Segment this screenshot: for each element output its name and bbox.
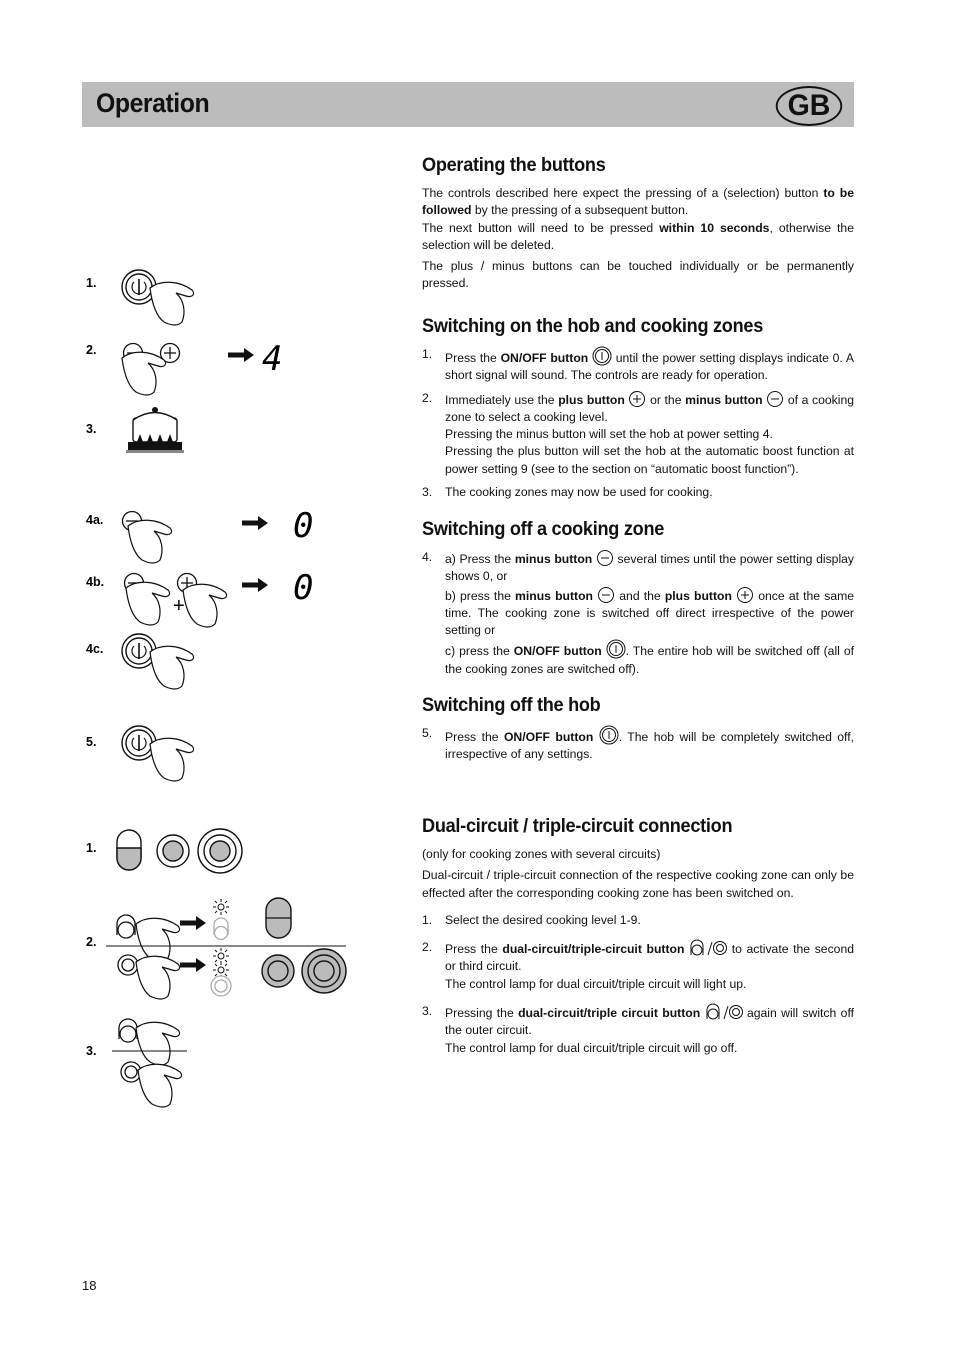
figure-label-4b: 4b. xyxy=(86,575,105,589)
section-heading: Switching off a cooking zone xyxy=(422,518,665,540)
pressing-finger-icon xyxy=(183,584,227,627)
power-button-icon xyxy=(122,726,194,781)
language-badge: GB xyxy=(776,86,843,126)
cooking-pot-icon xyxy=(126,407,184,453)
round-zone-icon xyxy=(157,835,189,867)
list-item: 4. a) Press the minus button several times until the power setting display shows 0, or b) press the minus button and the plus button once at the same time. The cooking zone is switched off direct irrespective of the power setting or c) press the ON/OFF button . The entire hob will be switched off (all of the cooking zones are switched off). xyxy=(422,550,855,676)
arrow-right-icon xyxy=(180,958,206,972)
round-zone-icon xyxy=(262,955,294,987)
section-switching-on xyxy=(422,315,854,501)
triple-circuit-button-icon xyxy=(705,1003,743,1021)
triple-circuit-button-icon xyxy=(118,955,138,975)
illustration-column xyxy=(0,0,420,1120)
arrow-right-icon xyxy=(180,916,206,930)
list-item: 2. Press the dual-circuit/triple-circuit button to activate the second or third circuit. The control lamp for dual circuit/triple circuit will light up. xyxy=(422,940,855,991)
section-heading: Switching on the hob and cooking zones xyxy=(422,315,764,337)
paragraph: Dual-circuit / triple-circuit connection of the respective cooking zone can only be effected after the corresponding cooking zone has been switched on. xyxy=(422,868,854,900)
minus-button-icon xyxy=(596,549,614,567)
minus-button-icon xyxy=(766,390,784,408)
arrow-right-icon xyxy=(228,348,254,362)
dual-circuit-button-icon xyxy=(689,939,727,957)
power-button-icon xyxy=(606,639,626,659)
pressing-finger-icon xyxy=(126,582,170,625)
pressing-finger-icon xyxy=(136,956,180,999)
dual-circuit-button-icon xyxy=(117,915,135,938)
list-item: 5. Press the ON/OFF button . The hob will be completely switched off, irrespective of any settings. xyxy=(422,726,854,762)
dual-zone-icon xyxy=(117,830,141,870)
page-title: Operation xyxy=(96,88,210,118)
section-operating-buttons xyxy=(422,154,854,293)
section-hob-off xyxy=(422,694,854,764)
list-item: 1. Press the ON/OFF button until the power setting displays indicate 0. A short signal will sound. The controls are ready for operation. xyxy=(422,347,854,383)
pressing-finger-icon xyxy=(136,1022,180,1065)
plus-button-icon xyxy=(628,390,646,408)
power-setting-display: 4 xyxy=(262,339,283,379)
control-lamp-icon xyxy=(213,899,229,940)
power-button-icon xyxy=(122,634,194,689)
paragraph: The controls described here expect the pressing of a (selection) button to be followed by the pressing of a subsequent button. xyxy=(422,186,854,218)
paragraph: (only for cooking zones with several circuits) xyxy=(422,847,661,861)
arrow-right-icon xyxy=(242,516,268,530)
figure-label-2: 2. xyxy=(86,343,97,357)
figure-label-3: 3. xyxy=(86,422,97,436)
figure-label-dual-1: 1. xyxy=(86,841,97,855)
power-setting-display: 0 xyxy=(293,506,314,546)
list-item: 1. Select the desired cooking level 1-9. xyxy=(422,912,641,927)
section-zone-off xyxy=(422,518,854,678)
triple-zone-icon xyxy=(198,829,242,873)
arrow-right-icon xyxy=(242,578,268,592)
pressing-finger-icon xyxy=(136,918,180,961)
power-button-icon xyxy=(599,725,619,745)
dual-circuit-button-icon xyxy=(119,1019,137,1042)
paragraph: The plus / minus buttons can be touched individually or be permanently pressed. xyxy=(422,259,854,291)
paragraph: The next button will need to be pressed within 10 seconds, otherwise the selection will be deleted. xyxy=(422,220,854,252)
figure-label-1: 1. xyxy=(86,276,97,290)
power-setting-display: 0 xyxy=(293,568,314,608)
section-heading: Dual-circuit / triple-circuit connection xyxy=(422,815,733,837)
pressing-finger-icon xyxy=(128,520,172,563)
section-heading: Operating the buttons xyxy=(422,154,606,176)
dual-zone-icon xyxy=(266,898,291,938)
pressing-finger-icon xyxy=(122,352,166,395)
plus-sign: + xyxy=(173,595,185,617)
power-button-icon xyxy=(122,270,194,325)
list-item: 3. Pressing the dual-circuit/triple circuit button again will switch off the outer circuit. The control lamp for dual circuit/triple circuit will go off. xyxy=(422,1004,854,1055)
page-number: 18 xyxy=(82,1278,97,1293)
figure-label-dual-3: 3. xyxy=(86,1044,97,1058)
figure-label-dual-2: 2. xyxy=(86,935,97,949)
minus-button-icon xyxy=(597,586,615,604)
section-heading: Switching off the hob xyxy=(422,694,601,716)
control-lamp-icon xyxy=(211,948,231,996)
section-dual-circuit xyxy=(422,815,854,1057)
figure-label-5: 5. xyxy=(86,735,97,749)
figure-label-4c: 4c. xyxy=(86,642,104,656)
figure-label-4a: 4a. xyxy=(86,513,104,527)
triple-zone-icon xyxy=(302,949,346,993)
power-button-icon xyxy=(592,346,612,366)
list-item: 2. Immediately use the plus button or the minus button of a cooking zone to select a cooking level. Pressing the minus button will set the hob at power setting 4. Pressing the plus button will set the hob at the automatic boost function at power setting 9 (see to the section on “automatic boost function”). xyxy=(422,390,855,476)
plus-button-icon xyxy=(736,586,754,604)
list-item: 3. The cooking zones may now be used for cooking. xyxy=(422,485,713,500)
pressing-finger-icon xyxy=(138,1064,182,1107)
